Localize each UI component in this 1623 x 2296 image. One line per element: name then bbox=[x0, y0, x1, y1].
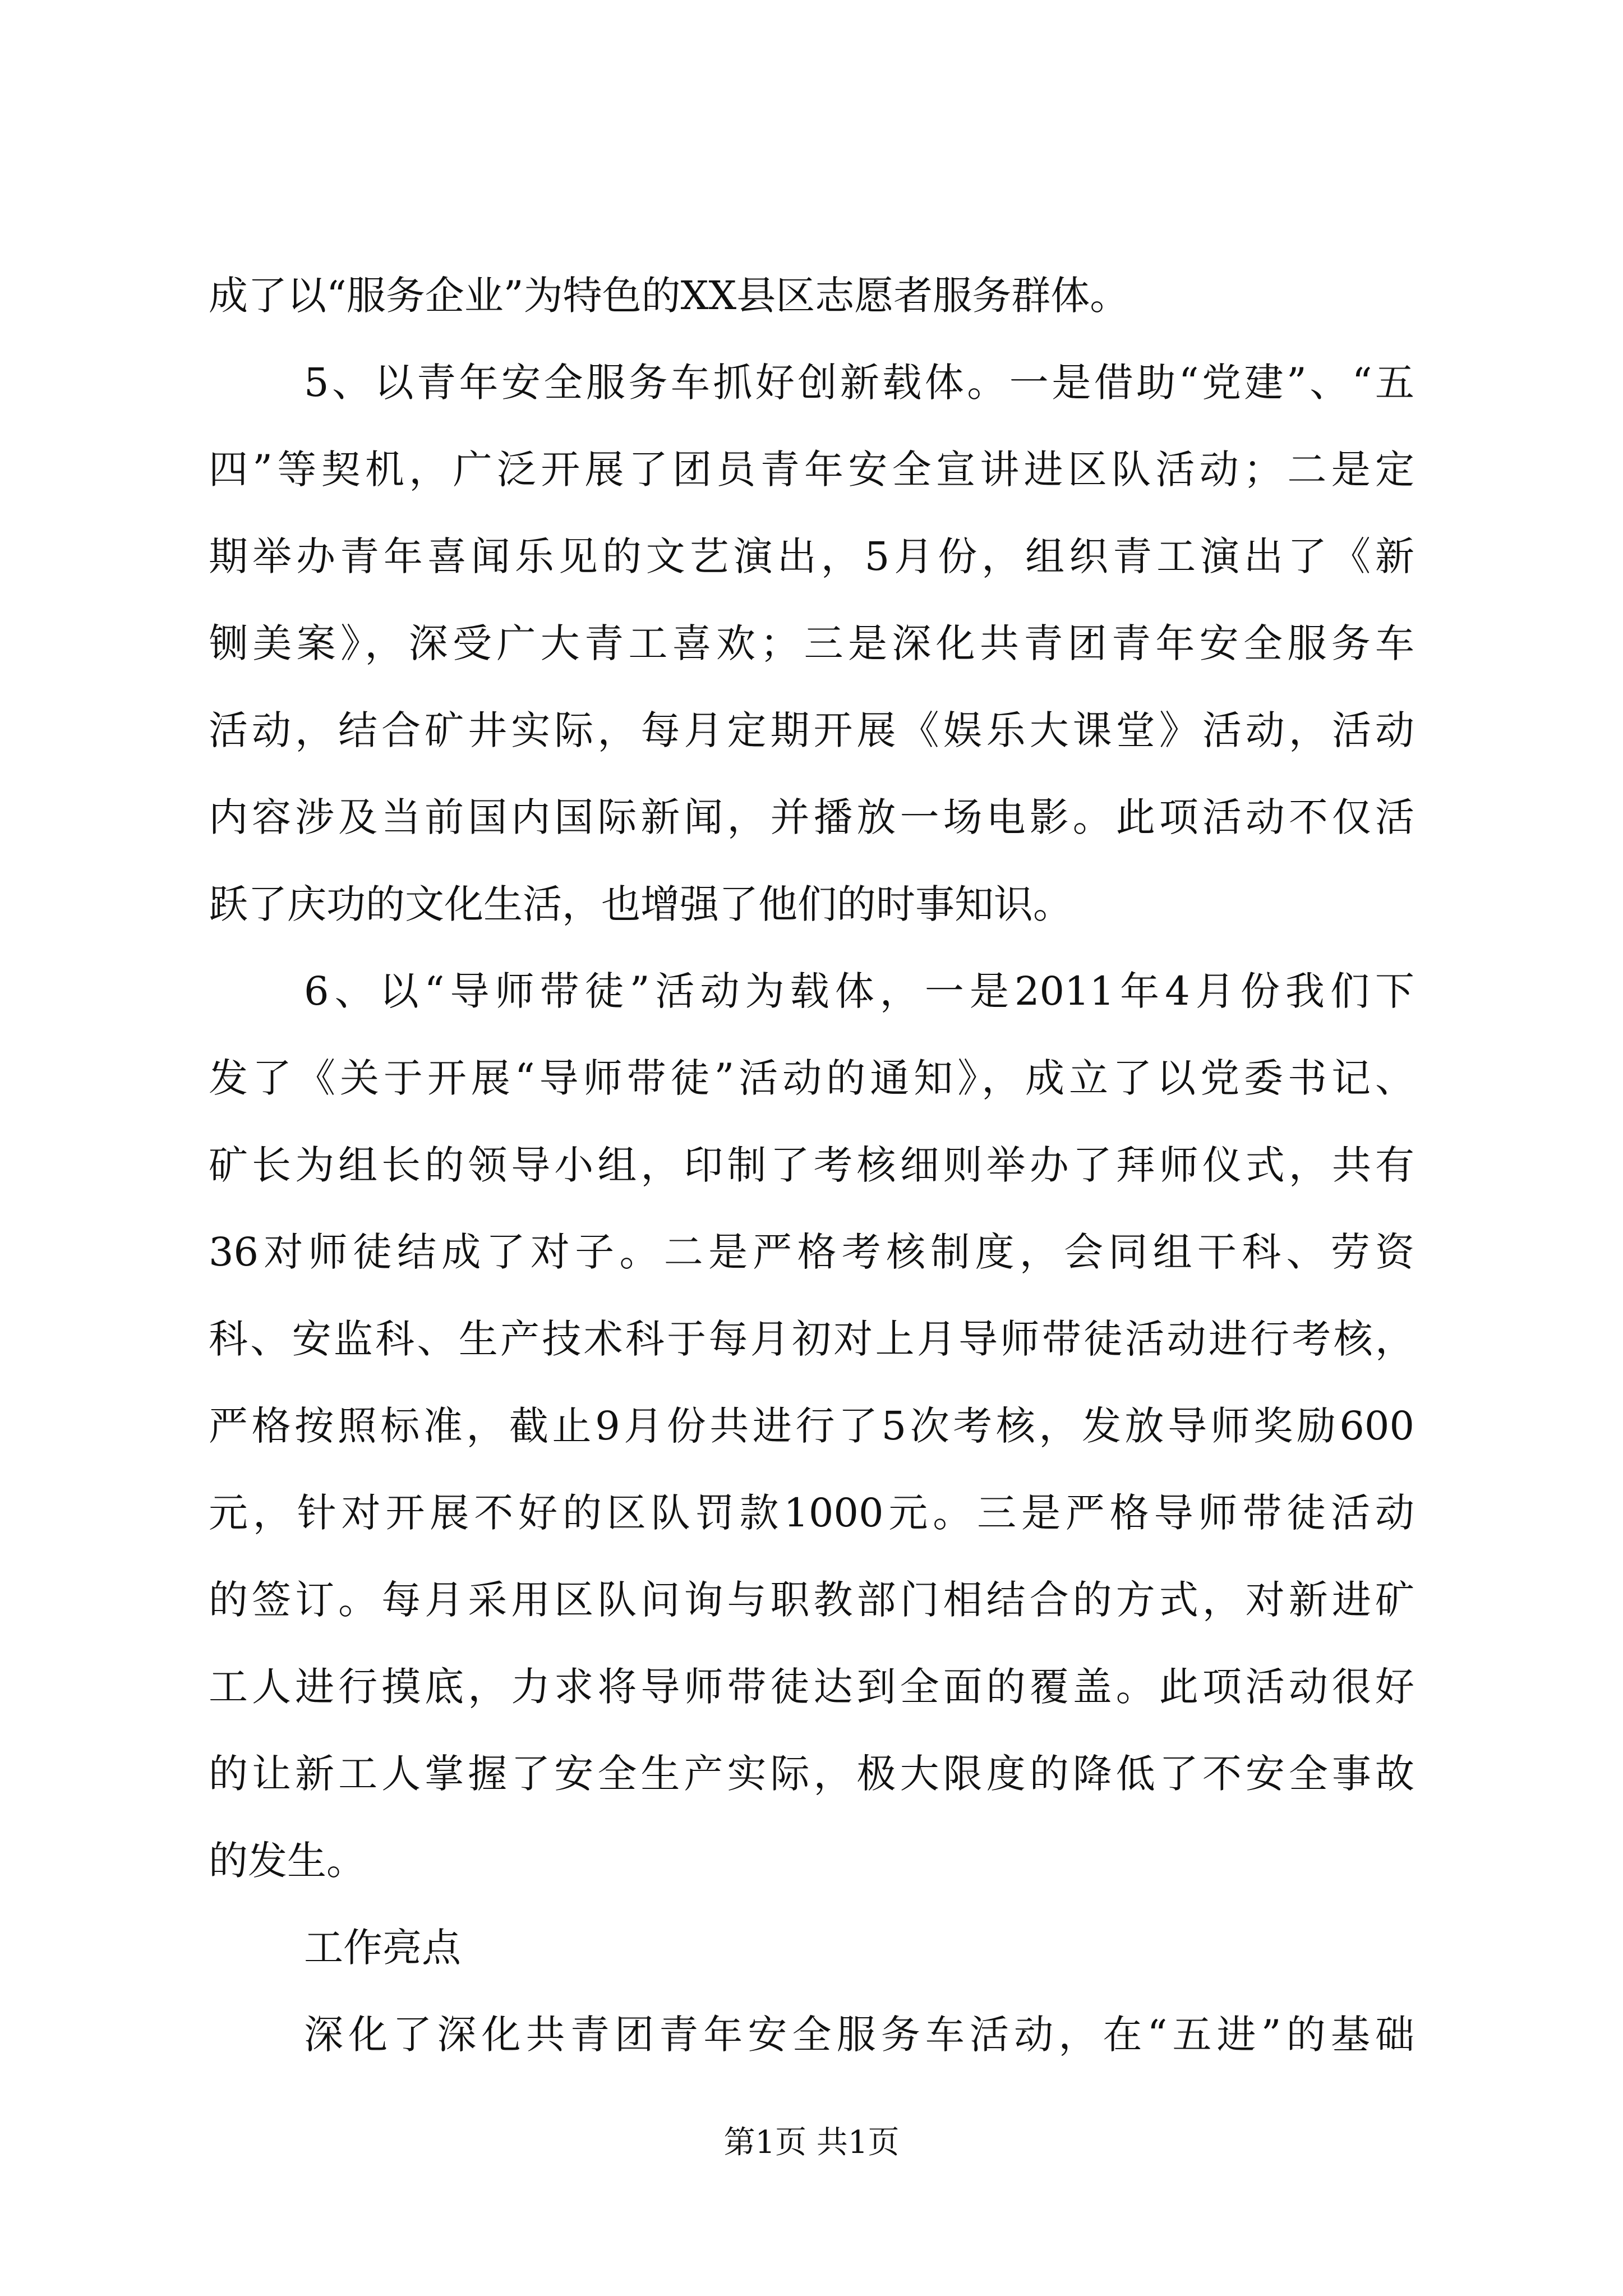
text-line: 发了《关于开展“导师带徒”活动的通知》，成立了以党委书记、 bbox=[209, 1055, 1414, 1101]
text-line: 内容涉及当前国内国际新闻，并播放一场电影。此项活动不仅活 bbox=[209, 794, 1414, 840]
text-line: 深化了深化共青团青年安全服务车活动，在“五进”的基础 bbox=[304, 2012, 1414, 2058]
text-line: 工作亮点 bbox=[304, 1925, 461, 1971]
text-line: 的发生。 bbox=[209, 1838, 366, 1884]
text-line: 成了以“服务企业”为特色的XX县区志愿者服务群体。 bbox=[209, 273, 1129, 319]
text-line: 矿长为组长的领导小组，印制了考核细则举办了拜师仪式，共有 bbox=[209, 1142, 1414, 1188]
text-line: 活动，结合矿井实际，每月定期开展《娱乐大课堂》活动，活动 bbox=[209, 707, 1414, 753]
body-text bbox=[209, 252, 1414, 2078]
text-line: 36对师徒结成了对子。二是严格考核制度，会同组干科、劳资 bbox=[209, 1229, 1414, 1275]
text-line: 四”等契机，广泛开展了团员青年安全宣讲进区队活动；二是定 bbox=[209, 447, 1414, 493]
text-line: 科、安监科、生产技术科于每月初对上月导师带徒活动进行考核， bbox=[209, 1316, 1414, 1362]
text-line: 的签订。每月采用区队问询与职教部门相结合的方式，对新进矿 bbox=[209, 1577, 1414, 1623]
text-line: 工人进行摸底，力求将导师带徒达到全面的覆盖。此项活动很好 bbox=[209, 1664, 1414, 1710]
text-line: 期举办青年喜闻乐见的文艺演出，5月份，组织青工演出了《新 bbox=[209, 533, 1414, 579]
text-line: 严格按照标准，截止9月份共进行了5次考核，发放导师奖励600 bbox=[209, 1403, 1414, 1449]
text-line: 5、以青年安全服务车抓好创新载体。一是借助“党建”、“五 bbox=[304, 360, 1414, 406]
page-footer: 第1页 共1页 bbox=[723, 2124, 900, 2161]
text-line: 的让新工人掌握了安全生产实际，极大限度的降低了不安全事故 bbox=[209, 1751, 1414, 1797]
text-line: 铡美案》，深受广大青工喜欢；三是深化共青团青年安全服务车 bbox=[209, 620, 1414, 666]
text-line: 元，针对开展不好的区队罚款1000元。三是严格导师带徒活动 bbox=[209, 1490, 1414, 1536]
text-line: 跃了庆功的文化生活，也增强了他们的时事知识。 bbox=[209, 881, 1072, 927]
text-line: 6、以“导师带徒”活动为载体，一是2011年4月份我们下 bbox=[304, 968, 1414, 1014]
